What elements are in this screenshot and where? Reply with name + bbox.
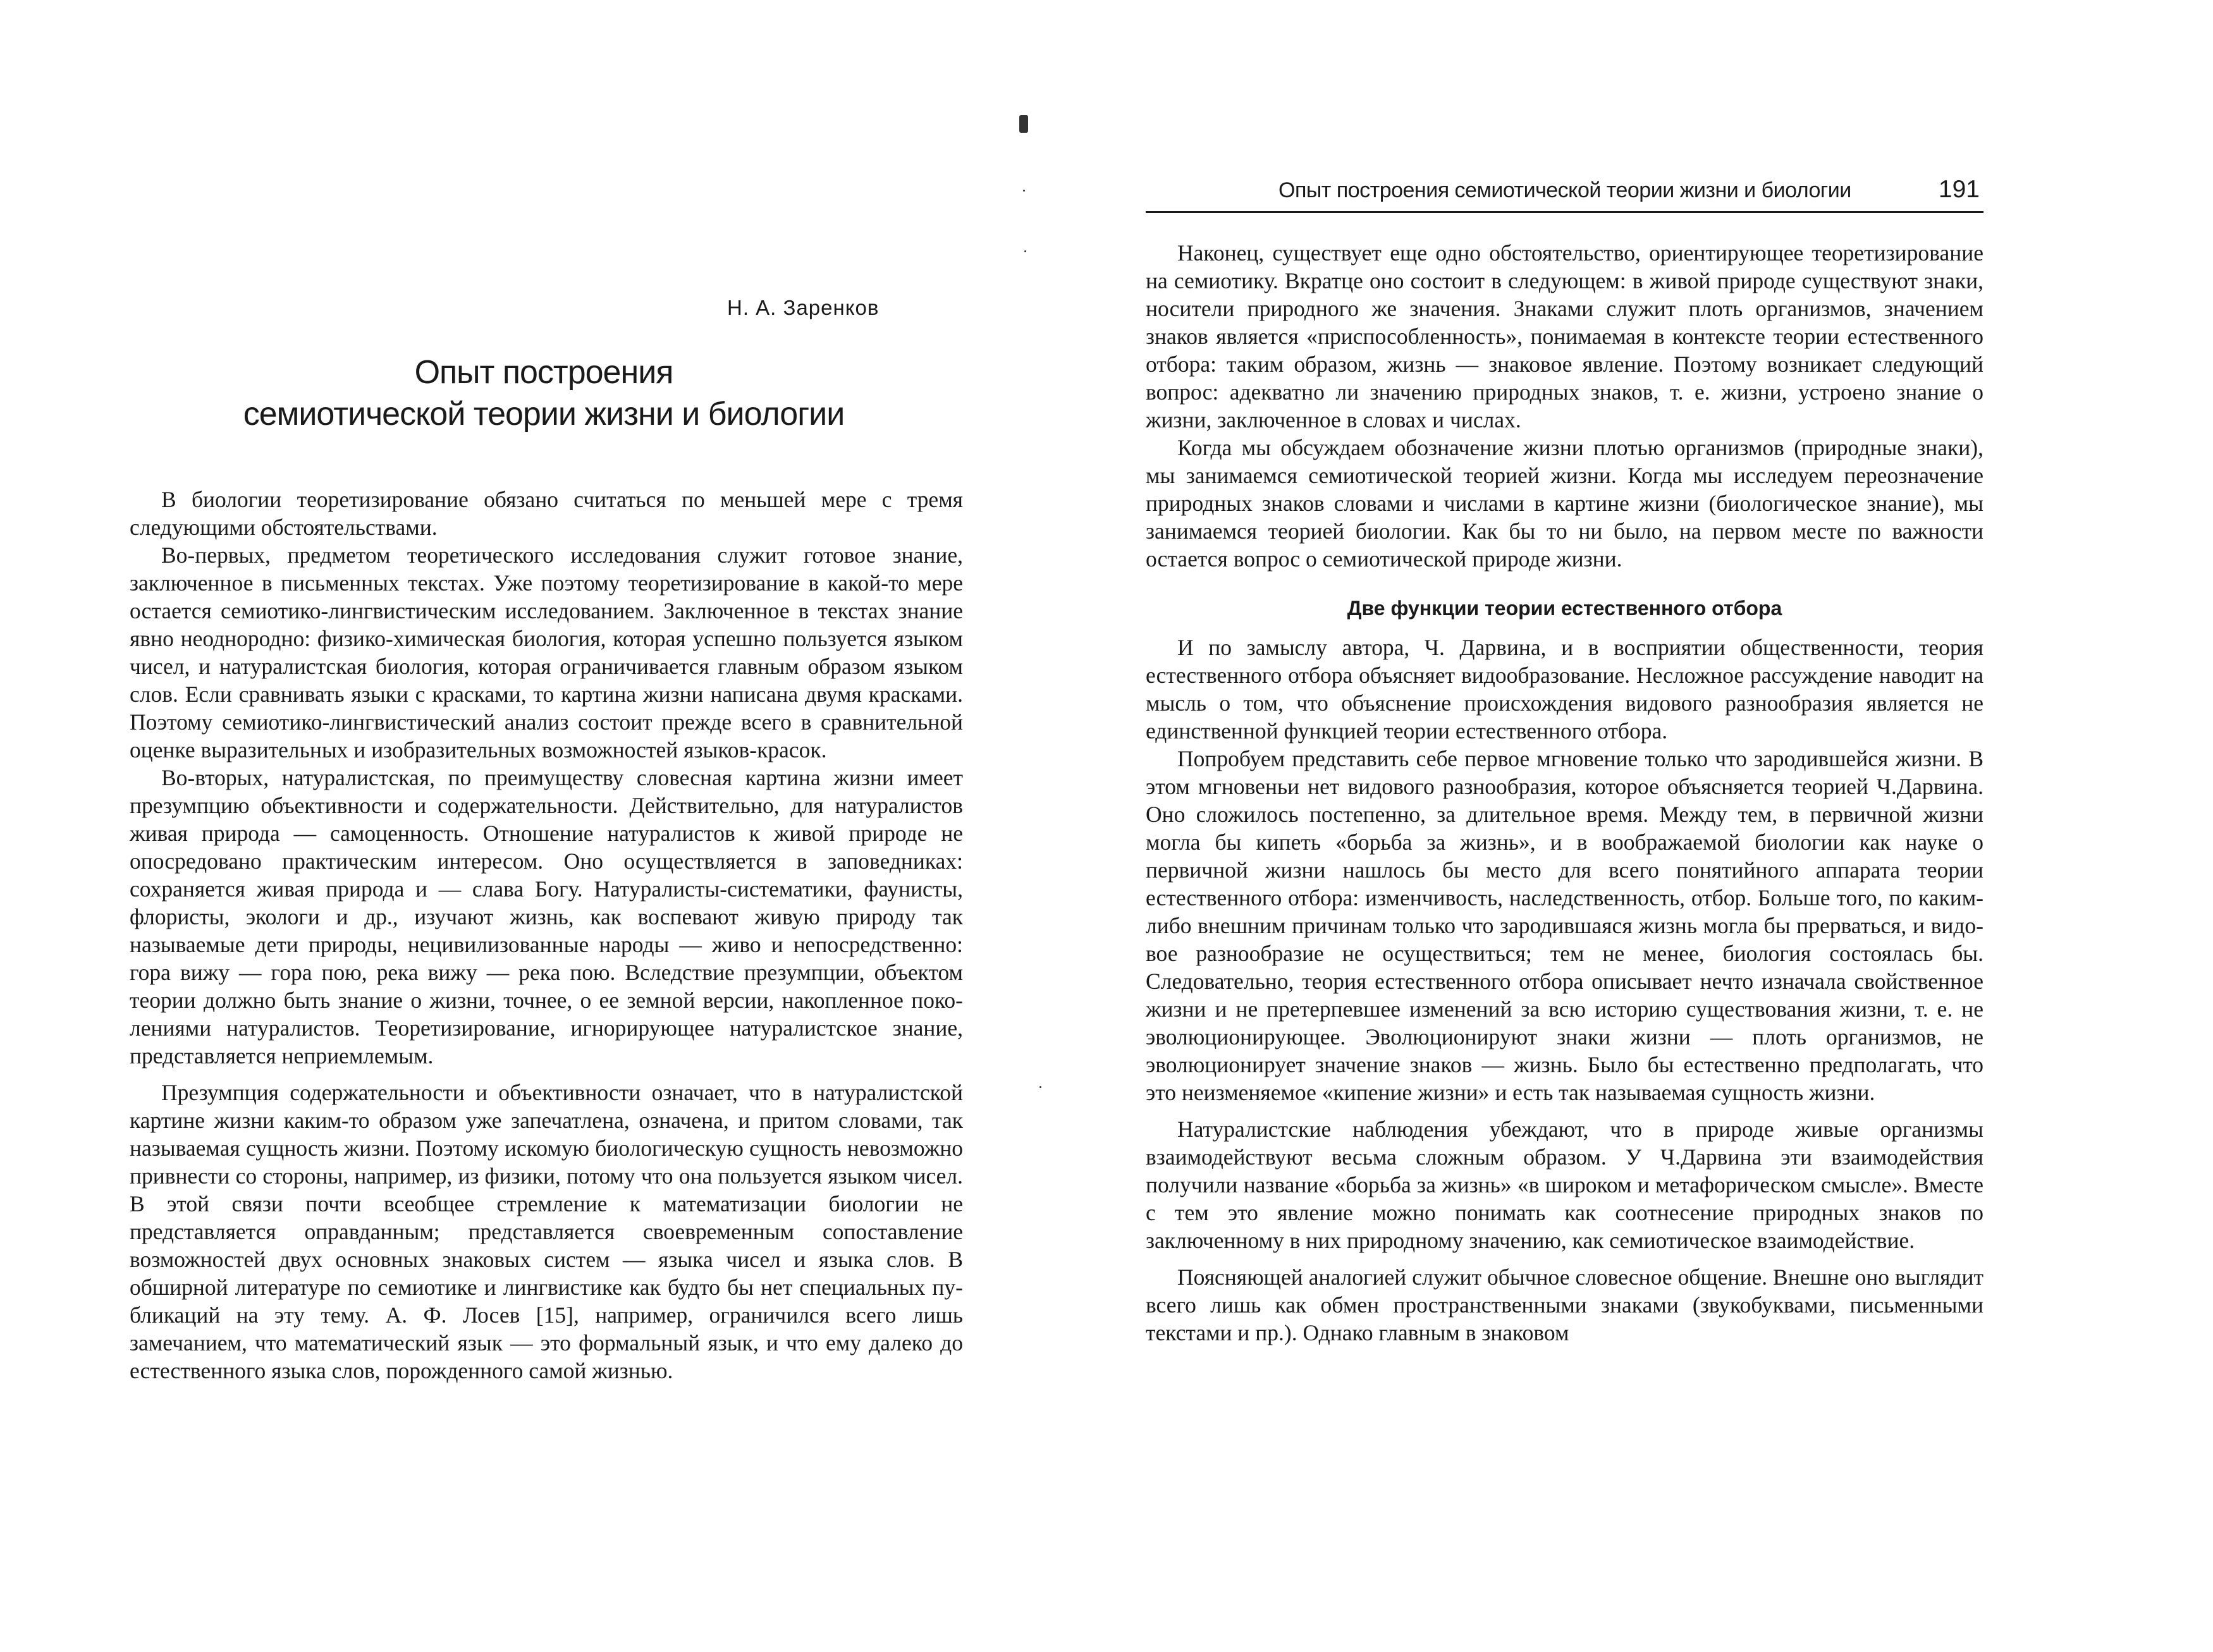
section-heading: Две функции теории естественного отбора <box>1347 597 1782 620</box>
page-number: 191 <box>1938 176 1980 203</box>
paragraph: Презумпция содержательности и объективности означает, что в натуралистской картине жизни каким-то образом уже запечатлена, означена, и притом словами, так называемая сущность жизни. Поэтому искомую биологическую сущность невозможно привнести со стороны, например, из физики, потому что она пользуется языком чисел. В этой связи почти всеобщее стремление к математизации биологии не представляется оправданным; представляется своевременным сопоставление возможностей двух основных знаковых систем — языка чисел и языка слов. В обширной литературе по семиотике и лингвистике как будто бы нет специальных публикаций на эту тему. А. Ф. Лосев [15], например, ограничился всего лишь замечанием, что математический язык — это формальный язык, и что ему далеко до естественного языка слов, порожденного самой жизнью. <box>130 1080 963 1383</box>
paragraph: И по замыслу автора, Ч. Дарвина, и в восприятии общественности, теория естественного отбора объясняет видообразование. Несложное рассуждение наводит на мысль о том, что объяснение происхождения видового разнообразия является не единственной функцией теории естественного отбора. <box>1146 635 1983 743</box>
paragraph: В биологии теоретизирование обязано считаться по меньшей мере с тремя следующими обстоятельствами. <box>130 487 963 540</box>
author-name: Н. А. Заренков <box>727 296 880 319</box>
paragraph: Поясняющей аналогией служит обычное словесное общение. Внешне оно выглядит всего лишь как обмен пространственными знаками (звукобуквами, письменными текстами и пр.). Однако главным в знаковом <box>1146 1264 1983 1345</box>
paragraph: Когда мы обсуждаем обозначение жизни плотью организмов (природные знаки), мы занимаемся семиотической теорией жизни. Когда мы исследуем переозначение природных знаков словами и числами в картине жизни (биологическое знание), мы занимаемся теорией биологии. Как бы то ни было, на первом месте по важности остается вопрос о семиотической природе жизни. <box>1146 435 1983 572</box>
article-title <box>126 352 961 435</box>
left-body-text <box>130 486 963 1385</box>
gutter-speck <box>1039 1086 1041 1088</box>
paragraph: Во-вторых, натуралистская, по преимуществу словесная картина жизни имеет презумпцию объективности и содержательности. Действительно, для натуралистов живая природа — самоценность. Отношение натуралистов к живой природе не опосредовано практическим интересом. Оно осуществляется в заповедниках: сохраняется живая природа и — слава Богу. Натуралисты-систематики, фаунисты, флористы, экологи и др., изучают жизнь, как воспевают живую природу так называемые дети природы, нецивилизованные народы — живо и непосредственно: гора вижу — гора пою, река вижу — река пою. Вследствие презумпции, объектом теории должно быть знание о жизни, точнее, о ее земной версии, накопленное поколениями натуралистов. Теоретизирование, игнорирующее натуралистское знание, представляется неприемлемым. <box>130 765 963 1068</box>
running-header-title: Опыт построения семиотической теории жизни и биологии <box>1278 178 1851 202</box>
gutter-speck <box>1024 250 1026 252</box>
title-line-2: семиотической теории жизни и биологии <box>243 396 845 432</box>
gutter-speck <box>1023 190 1025 192</box>
gutter-speck <box>1019 115 1028 133</box>
paragraph: Натуралистские наблюдения убеждают, что в природе живые организмы взаимодействуют весьма сложным образом. У Ч.Дарвина эти взаимодействия получили название «борьба за жизнь» «в широком и метафорическом смысле». Вместе с тем это явление можно понимать как соотнесение природных знаков по заключенному в них природному значению, как семиотическое взаимодействие. <box>1146 1117 1983 1253</box>
title-line-1: Опыт построения <box>414 354 673 391</box>
left-page <box>0 0 1106 1652</box>
running-header <box>1146 178 1983 213</box>
right-body-text <box>1146 239 1983 1347</box>
paragraph: Наконец, существует еще одно обстоятельство, ориентирующее теоретизирование на семиотику. Вкратце оно состоит в следующем: в живой природе существуют знаки, носители природного же значения. Знаками служит плоть организмов, значением знаков является «приспособленность», понимаемая в контексте теории естественного отбора: таким образом, жизнь — знаковое явление. Поэтому возникает следующий вопрос: адекватно ли значению природных знаков, т. е. жизни, устроено знание о жизни, заключенное в словах и числах. <box>1146 240 1983 432</box>
paragraph: Попробуем представить себе первое мгновение только что зародившейся жизни. В этом мгновеньи нет видового разнообразия, которое объясняется теорией Ч.Дарвина. Оно сложилось постепенно, за длительное время. Между тем, в первичной жизни могла бы кипеть «борьба за жизнь», и в воображаемой биологии как науке о первичной жизни нашлось бы место для всего понятийного аппарата теории естественного отбора: изменчивость, наследственность, отбор. Больше того, по каким-либо внешним причинам только что зародившаяся жизнь могла бы прерваться, и видовое разнообразие не осуществиться; тем не менее, биология состоялась бы. Следовательно, теория естественного отбора описывает нечто изначала свойственное жизни и не претерпевшее изменений за всю историю существования жизни, т. е. не эволюционирующее. Эволюционируют знаки жизни — плоть организмов, не эволюционирует значение знаков — жизнь. Было бы естественно предполагать, что это неизменяемое «кипение жизни» и есть так называемая сущность жизни. <box>1146 746 1983 1105</box>
paragraph: Во-первых, предметом теоретического исследования служит готовое знание, заключенное в письменных текстах. Уже поэтому теоретизирование в какой-то мере остается семиотико-лингвистическим исследованием. Заключенное в текстах знание явно неоднородно: физико-химическая биология, которая успешно пользуется языком чисел, и натуралистская биология, которая ограничивается главным образом языком слов. Если сравнивать языки с красками, то картина жизни написана двумя красками. Поэтому семиотико-лингвистический анализ состоит прежде всего в сравнительной оценке выразительных и изобразительных возможностей языков-красок. <box>130 542 963 762</box>
